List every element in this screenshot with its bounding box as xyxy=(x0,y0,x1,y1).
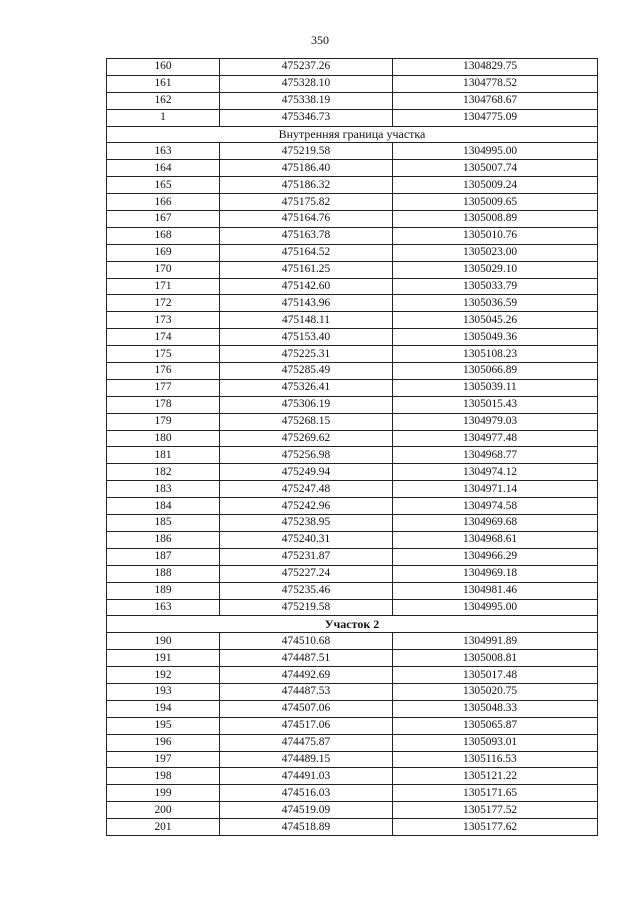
table-row xyxy=(107,329,598,346)
x-coordinate-cell: 475164.52 xyxy=(220,244,393,261)
x-coordinate-cell: 475164.76 xyxy=(220,211,393,228)
x-coordinate-cell: 475219.58 xyxy=(220,599,393,616)
x-coordinate-cell: 475285.49 xyxy=(220,363,393,380)
y-coordinate-cell: 1305009.65 xyxy=(393,194,598,211)
point-number-cell: 189 xyxy=(107,582,220,599)
x-coordinate-cell: 475269.62 xyxy=(220,430,393,447)
y-coordinate-cell: 1305017.48 xyxy=(393,667,598,684)
table-row xyxy=(107,346,598,363)
x-coordinate-cell: 474507.06 xyxy=(220,700,393,717)
table-row xyxy=(107,312,598,329)
point-number-cell: 1 xyxy=(107,109,220,126)
x-coordinate-cell: 475231.87 xyxy=(220,548,393,565)
table-row xyxy=(107,734,598,751)
table-row xyxy=(107,464,598,481)
table-row xyxy=(107,548,598,565)
y-coordinate-cell: 1304981.46 xyxy=(393,582,598,599)
table-row xyxy=(107,531,598,548)
x-coordinate-cell: 475247.48 xyxy=(220,481,393,498)
point-number-cell: 187 xyxy=(107,548,220,565)
x-coordinate-cell: 474491.03 xyxy=(220,768,393,785)
y-coordinate-cell: 1305008.81 xyxy=(393,650,598,667)
table-row xyxy=(107,565,598,582)
x-coordinate-cell: 474475.87 xyxy=(220,734,393,751)
point-number-cell: 162 xyxy=(107,92,220,109)
table-row xyxy=(107,379,598,396)
point-number-cell: 165 xyxy=(107,177,220,194)
x-coordinate-cell: 475328.10 xyxy=(220,75,393,92)
y-coordinate-cell: 1304968.61 xyxy=(393,531,598,548)
x-coordinate-cell: 475161.25 xyxy=(220,261,393,278)
y-coordinate-cell: 1304969.68 xyxy=(393,515,598,532)
table-row xyxy=(107,211,598,228)
x-coordinate-cell: 475163.78 xyxy=(220,227,393,244)
point-number-cell: 186 xyxy=(107,531,220,548)
point-number-cell: 194 xyxy=(107,700,220,717)
point-number-cell: 167 xyxy=(107,211,220,228)
x-coordinate-cell: 475326.41 xyxy=(220,379,393,396)
table-row xyxy=(107,599,598,616)
table-row xyxy=(107,785,598,802)
x-coordinate-cell: 475238.95 xyxy=(220,515,393,532)
y-coordinate-cell: 1304995.00 xyxy=(393,599,598,616)
y-coordinate-cell: 1304829.75 xyxy=(393,59,598,76)
table-row xyxy=(107,683,598,700)
y-coordinate-cell: 1305007.74 xyxy=(393,160,598,177)
y-coordinate-cell: 1304775.09 xyxy=(393,109,598,126)
y-coordinate-cell: 1305039.11 xyxy=(393,379,598,396)
table-row xyxy=(107,768,598,785)
point-number-cell: 179 xyxy=(107,413,220,430)
coordinates-table xyxy=(106,58,598,836)
x-coordinate-cell: 474516.03 xyxy=(220,785,393,802)
table-row xyxy=(107,244,598,261)
point-number-cell: 160 xyxy=(107,59,220,76)
table-row xyxy=(107,413,598,430)
table-row xyxy=(107,447,598,464)
x-coordinate-cell: 475268.15 xyxy=(220,413,393,430)
y-coordinate-cell: 1304979.03 xyxy=(393,413,598,430)
coordinates-table-body xyxy=(107,59,598,836)
table-row xyxy=(107,227,598,244)
y-coordinate-cell: 1304968.77 xyxy=(393,447,598,464)
table-row xyxy=(107,481,598,498)
point-number-cell: 175 xyxy=(107,346,220,363)
point-number-cell: 170 xyxy=(107,261,220,278)
x-coordinate-cell: 475186.32 xyxy=(220,177,393,194)
section-title: Внутренняя граница участка xyxy=(107,126,598,143)
y-coordinate-cell: 1304974.12 xyxy=(393,464,598,481)
y-coordinate-cell: 1304971.14 xyxy=(393,481,598,498)
table-row xyxy=(107,582,598,599)
y-coordinate-cell: 1305049.36 xyxy=(393,329,598,346)
table-row xyxy=(107,160,598,177)
table-row xyxy=(107,109,598,126)
y-coordinate-cell: 1304995.00 xyxy=(393,143,598,160)
x-coordinate-cell: 474518.89 xyxy=(220,819,393,836)
x-coordinate-cell: 475338.19 xyxy=(220,92,393,109)
table-row xyxy=(107,802,598,819)
x-coordinate-cell: 474519.09 xyxy=(220,802,393,819)
y-coordinate-cell: 1304991.89 xyxy=(393,633,598,650)
section-header-row xyxy=(107,126,598,143)
x-coordinate-cell: 475175.82 xyxy=(220,194,393,211)
x-coordinate-cell: 474487.51 xyxy=(220,650,393,667)
section-header-row xyxy=(107,616,598,633)
x-coordinate-cell: 474510.68 xyxy=(220,633,393,650)
point-number-cell: 173 xyxy=(107,312,220,329)
point-number-cell: 193 xyxy=(107,683,220,700)
y-coordinate-cell: 1305093.01 xyxy=(393,734,598,751)
point-number-cell: 200 xyxy=(107,802,220,819)
x-coordinate-cell: 475225.31 xyxy=(220,346,393,363)
point-number-cell: 174 xyxy=(107,329,220,346)
y-coordinate-cell: 1305023.00 xyxy=(393,244,598,261)
section-title: Участок 2 xyxy=(107,616,598,633)
x-coordinate-cell: 474517.06 xyxy=(220,717,393,734)
point-number-cell: 183 xyxy=(107,481,220,498)
table-row xyxy=(107,278,598,295)
point-number-cell: 180 xyxy=(107,430,220,447)
point-number-cell: 184 xyxy=(107,498,220,515)
y-coordinate-cell: 1305015.43 xyxy=(393,396,598,413)
x-coordinate-cell: 475237.26 xyxy=(220,59,393,76)
x-coordinate-cell: 475235.46 xyxy=(220,582,393,599)
table-row xyxy=(107,819,598,836)
page-number: 350 xyxy=(311,33,329,47)
point-number-cell: 199 xyxy=(107,785,220,802)
point-number-cell: 164 xyxy=(107,160,220,177)
y-coordinate-cell: 1305008.89 xyxy=(393,211,598,228)
y-coordinate-cell: 1305033.79 xyxy=(393,278,598,295)
table-row xyxy=(107,363,598,380)
x-coordinate-cell: 475346.73 xyxy=(220,109,393,126)
point-number-cell: 201 xyxy=(107,819,220,836)
table-row xyxy=(107,515,598,532)
point-number-cell: 176 xyxy=(107,363,220,380)
point-number-cell: 178 xyxy=(107,396,220,413)
point-number-cell: 177 xyxy=(107,379,220,396)
x-coordinate-cell: 474492.69 xyxy=(220,667,393,684)
point-number-cell: 166 xyxy=(107,194,220,211)
y-coordinate-cell: 1304778.52 xyxy=(393,75,598,92)
x-coordinate-cell: 475306.19 xyxy=(220,396,393,413)
point-number-cell: 161 xyxy=(107,75,220,92)
point-number-cell: 196 xyxy=(107,734,220,751)
y-coordinate-cell: 1305065.87 xyxy=(393,717,598,734)
point-number-cell: 168 xyxy=(107,227,220,244)
x-coordinate-cell: 475142.60 xyxy=(220,278,393,295)
table-row xyxy=(107,667,598,684)
point-number-cell: 195 xyxy=(107,717,220,734)
table-row xyxy=(107,751,598,768)
point-number-cell: 190 xyxy=(107,633,220,650)
table-row xyxy=(107,633,598,650)
point-number-cell: 192 xyxy=(107,667,220,684)
point-number-cell: 169 xyxy=(107,244,220,261)
x-coordinate-cell: 475148.11 xyxy=(220,312,393,329)
table-row xyxy=(107,717,598,734)
point-number-cell: 185 xyxy=(107,515,220,532)
y-coordinate-cell: 1305171.65 xyxy=(393,785,598,802)
table-row xyxy=(107,700,598,717)
y-coordinate-cell: 1304977.48 xyxy=(393,430,598,447)
x-coordinate-cell: 475186.40 xyxy=(220,160,393,177)
point-number-cell: 171 xyxy=(107,278,220,295)
point-number-cell: 197 xyxy=(107,751,220,768)
point-number-cell: 181 xyxy=(107,447,220,464)
table-row xyxy=(107,261,598,278)
y-coordinate-cell: 1304768.67 xyxy=(393,92,598,109)
point-number-cell: 163 xyxy=(107,599,220,616)
y-coordinate-cell: 1305029.10 xyxy=(393,261,598,278)
table-row xyxy=(107,92,598,109)
y-coordinate-cell: 1305009.24 xyxy=(393,177,598,194)
y-coordinate-cell: 1305048.33 xyxy=(393,700,598,717)
y-coordinate-cell: 1304974.58 xyxy=(393,498,598,515)
x-coordinate-cell: 475242.96 xyxy=(220,498,393,515)
y-coordinate-cell: 1305020.75 xyxy=(393,683,598,700)
x-coordinate-cell: 475240.31 xyxy=(220,531,393,548)
point-number-cell: 191 xyxy=(107,650,220,667)
point-number-cell: 163 xyxy=(107,143,220,160)
point-number-cell: 198 xyxy=(107,768,220,785)
table-row xyxy=(107,430,598,447)
y-coordinate-cell: 1304966.29 xyxy=(393,548,598,565)
y-coordinate-cell: 1305177.62 xyxy=(393,819,598,836)
table-row xyxy=(107,177,598,194)
y-coordinate-cell: 1305177.52 xyxy=(393,802,598,819)
y-coordinate-cell: 1305121.22 xyxy=(393,768,598,785)
y-coordinate-cell: 1305045.26 xyxy=(393,312,598,329)
x-coordinate-cell: 474489.15 xyxy=(220,751,393,768)
x-coordinate-cell: 475153.40 xyxy=(220,329,393,346)
x-coordinate-cell: 475256.98 xyxy=(220,447,393,464)
table-row xyxy=(107,498,598,515)
x-coordinate-cell: 475143.96 xyxy=(220,295,393,312)
table-row xyxy=(107,650,598,667)
point-number-cell: 182 xyxy=(107,464,220,481)
y-coordinate-cell: 1305108.23 xyxy=(393,346,598,363)
y-coordinate-cell: 1305036.59 xyxy=(393,295,598,312)
table-row xyxy=(107,396,598,413)
y-coordinate-cell: 1305010.76 xyxy=(393,227,598,244)
table-row xyxy=(107,143,598,160)
point-number-cell: 172 xyxy=(107,295,220,312)
table-row xyxy=(107,295,598,312)
y-coordinate-cell: 1305066.89 xyxy=(393,363,598,380)
x-coordinate-cell: 475227.24 xyxy=(220,565,393,582)
table-row xyxy=(107,75,598,92)
x-coordinate-cell: 475219.58 xyxy=(220,143,393,160)
y-coordinate-cell: 1305116.53 xyxy=(393,751,598,768)
y-coordinate-cell: 1304969.18 xyxy=(393,565,598,582)
x-coordinate-cell: 475249.94 xyxy=(220,464,393,481)
x-coordinate-cell: 474487.53 xyxy=(220,683,393,700)
point-number-cell: 188 xyxy=(107,565,220,582)
table-row xyxy=(107,59,598,76)
table-row xyxy=(107,194,598,211)
